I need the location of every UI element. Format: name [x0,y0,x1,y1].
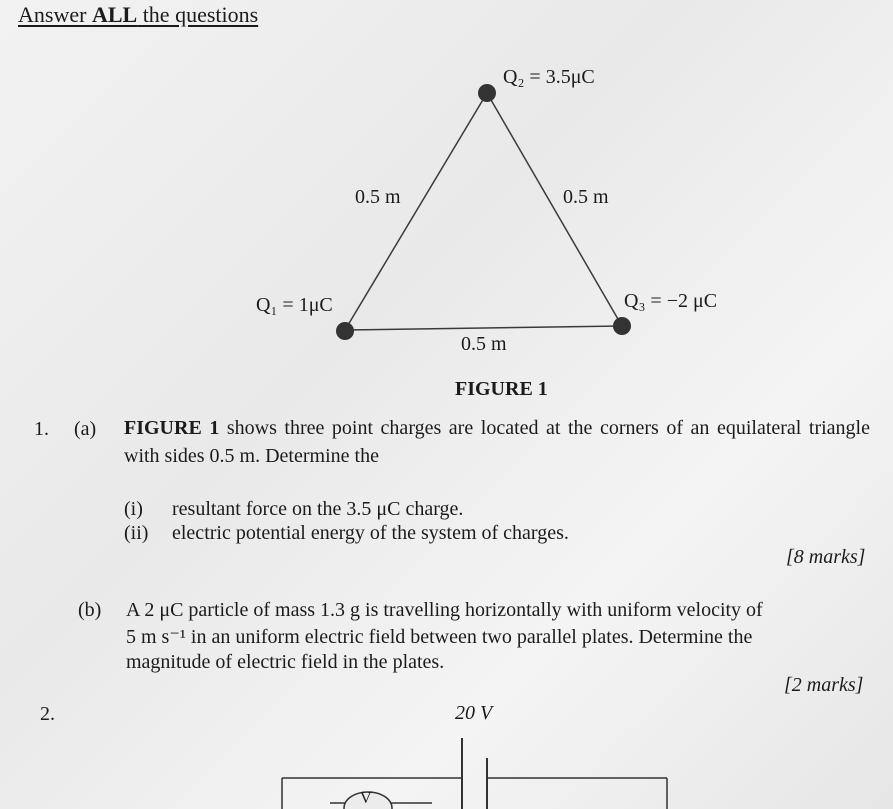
instruction-suffix: the questions [137,2,259,27]
sub-ii-label: (ii) [124,522,149,544]
q2-label: Q₂ = 3.5μC [503,66,595,88]
part-b-line3: magnitude of electric field in the plates. [126,651,445,673]
instruction-prefix: Answer [18,2,92,27]
part-a-label: (a) [74,418,97,440]
part-b-marks: [2 marks] [784,674,864,696]
side-left-label: 0.5 m [355,186,401,208]
part-a-text-rest: shows three point charges are located at the corners of an equilateral triangle with sides 0.5 m. Determine the [124,417,870,467]
voltage-label-text: 20 V [455,702,493,724]
part-b-line1: A 2 μC particle of mass 1.3 g is travelling horizontally with uniform velocity of [126,599,763,621]
side-right-label: 0.5 m [563,186,609,208]
triangle-side-right [487,93,622,326]
triangle-side-bottom [345,326,622,330]
question1-number: 1. [34,418,49,440]
charge-q1-dot [336,322,354,340]
part-a-marks: [8 marks] [786,546,866,568]
sub-ii-text: electric potential energy of the system of charges. [172,522,569,544]
q1-label: Q₁ = 1μC [256,294,333,316]
figure-caption: FIGURE 1 [455,378,548,400]
part-a-text-bold: FIGURE 1 [124,417,220,439]
part-b-label: (b) [78,599,102,621]
charge-q3-dot [613,317,631,335]
part-b-line2: 5 m s⁻¹ in an uniform electric field between two parallel plates. Determine the [126,626,753,648]
question2-number: 2. [40,703,55,725]
voltmeter-label: V [360,790,372,807]
charge-q2-dot [478,84,496,102]
side-bottom-label: 0.5 m [461,333,507,355]
sub-i-label: (i) [124,498,143,520]
sub-i-text: resultant force on the 3.5 μC charge. [172,498,464,520]
voltage-label [455,702,492,725]
triangle-side-left [345,93,487,330]
q3-label: Q₃ = −2 μC [624,290,718,312]
instruction-bold: ALL [91,2,138,27]
part-a-text [124,414,870,470]
